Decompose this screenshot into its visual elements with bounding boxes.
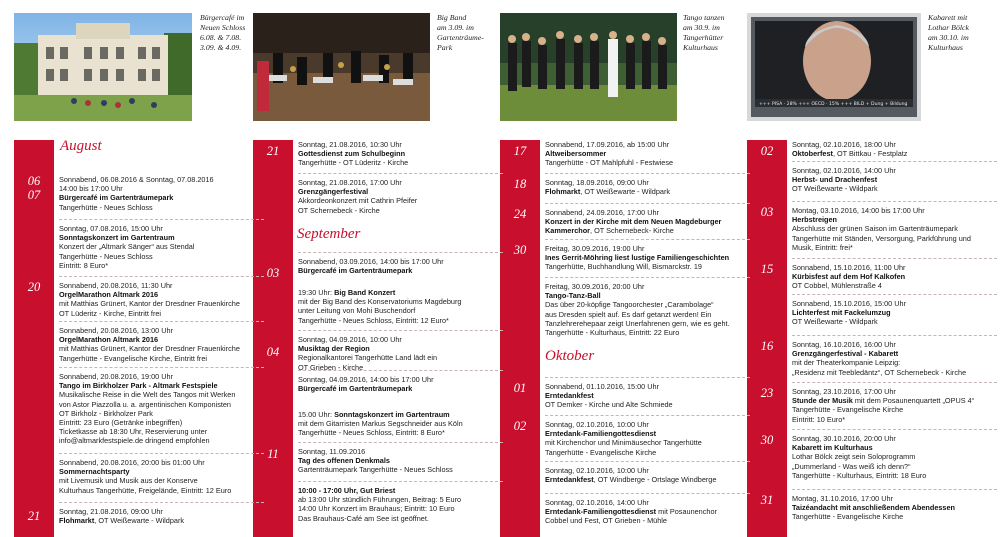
event-title: Bürgercafé im Gartenträumepark (298, 384, 413, 394)
day-number: 30 (513, 243, 527, 257)
event-detail: OT Birkholz - Birkholzer Park (59, 408, 153, 418)
day-number: 11 (267, 447, 279, 461)
event-entry (298, 140, 503, 168)
event-divider (545, 277, 750, 278)
event-entry (298, 375, 503, 393)
event-detail: mit Livemusik und Musik aus der Konserve (59, 476, 198, 486)
event-title: Erntedank-Familiengottesdienst (545, 429, 657, 439)
event-entry (792, 340, 997, 377)
event-entry (545, 244, 750, 272)
event-detail: Abschluss der grünen Saison im Gartenträumepark (792, 224, 958, 234)
day-number: 17 (513, 144, 527, 158)
event-title-line (545, 187, 750, 196)
event-title-line (545, 429, 750, 438)
event-date: Freitag, 30.09.2016, 20:00 Uhr (545, 282, 645, 291)
event-entry (59, 175, 264, 212)
event-entry (545, 382, 750, 410)
day-number: 30 (760, 433, 774, 447)
event-detail: Tangerhütte - Neues Schloss, Eintritt: 12 Euro* (298, 315, 449, 325)
event-location: , OT Weißewarte - Wildpark (580, 187, 671, 197)
event-title: Erntedank-Familiengottesdienst (545, 507, 657, 517)
event-title: Bürgercafé im Gartenträumepark (59, 193, 174, 203)
event-date: Sonntag, 02.10.2016, 14:00 Uhr (792, 166, 896, 175)
event-date: Sonntag, 07.08.2016, 15:00 Uhr (59, 224, 163, 233)
event-entry (298, 486, 503, 523)
event-date: 14:00 bis 17:00 Uhr (59, 184, 123, 194)
event-detail: Tangerhütte - Neues Schloss (59, 251, 153, 261)
event-detail: Musik, Eintritt: frei* (792, 242, 853, 252)
event-divider (298, 442, 503, 443)
event-divider (59, 502, 264, 503)
event-title: Flohmarkt (545, 187, 581, 197)
event-entry (545, 466, 750, 484)
event-detail: OT Weißewarte - Wildpark (792, 317, 878, 327)
event-detail: Akkordeonkonzert mit Cathrin Pfeifer (298, 196, 418, 206)
event-date: Freitag, 30.09.2016, 19:00 Uhr (545, 244, 645, 253)
event-title: Tango-Tanz-Ball (545, 291, 601, 301)
event-title-line (545, 149, 750, 158)
event-divider (792, 335, 997, 336)
event-date: Sonntag, 18.09.2016, 09:00 Uhr (545, 178, 649, 187)
event-detail: mit Matthias Grünert, Kantor der Dresdner Frauenkirche (59, 344, 240, 354)
event-title: Oktoberfest (792, 149, 833, 159)
event-title-line (545, 253, 750, 262)
event-title: 10:00 - 17:00 Uhr, Gut Briest (298, 486, 396, 495)
event-divider (298, 330, 503, 331)
day-number: 21 (27, 509, 41, 523)
event-title-line (59, 233, 264, 242)
event-detail: Konzert der „Altmark Sänger“ aus Stendal (59, 242, 195, 252)
event-location: , OT Schernebeck- Kirche (590, 226, 674, 236)
event-entry (792, 299, 997, 327)
event-entry (545, 498, 750, 526)
event-divider (545, 239, 750, 240)
event-divider (545, 415, 750, 416)
event-title: Taizéandacht mit anschließendem Abendessen (792, 503, 956, 513)
event-divider (545, 461, 750, 462)
event-title: Grenzgängerfestival - Kabarett (792, 349, 899, 359)
event-detail: OT Lüderitz - Kirche, Eintritt frei (59, 308, 162, 318)
event-title-line (792, 349, 997, 358)
event-date: Sonnabend, 24.09.2016, 17:00 Uhr (545, 208, 660, 217)
event-date: Sonnabend, 06.08.2016 & Sonntag, 07.08.2016 (59, 175, 214, 184)
event-date: Sonntag, 02.10.2016, 14:00 Uhr (545, 498, 649, 507)
day-number: 31 (760, 493, 774, 507)
event-divider (792, 258, 997, 259)
event-date: Sonnabend, 01.10.2016, 15:00 Uhr (545, 382, 660, 391)
event-detail: Gartenträumepark Tangerhütte - Neues Schloss (298, 465, 453, 475)
event-date: Sonntag, 02.10.2016, 18:00 Uhr (792, 140, 896, 149)
event-location: mit dem Posaunenquartett „OPUS 4“ (852, 396, 975, 406)
event-divider (792, 201, 997, 202)
event-location: mit Posaunenchor (656, 507, 717, 517)
tv-ticker-text: +++ PISA · 28% +++ OECD · 15% +++ BILD + Dung + Bildung (759, 102, 908, 107)
event-title-line (59, 516, 264, 525)
event-detail: Tangerhütte - OT Lüderitz - Kirche (298, 158, 409, 168)
event-location: , OT Windberge - Ortslage Windberge (593, 475, 717, 485)
event-date: Sonnabend, 03.09.2016, 14:00 bis 17:00 Uhr (298, 257, 444, 266)
event-date: Sonntag, 02.10.2016, 10:00 Uhr (545, 466, 649, 475)
event-title: Kammerchor (545, 226, 591, 236)
event-date: Sonntag, 21.08.2016, 10:30 Uhr (298, 140, 402, 149)
event-divider (298, 252, 503, 253)
event-entry (792, 263, 997, 291)
event-entry (59, 224, 264, 270)
event-entry (59, 326, 264, 363)
event-title: Sommernachtsparty (59, 467, 130, 477)
caption-big-band: Big Band am 3.09. im Gartenträume- Park (437, 13, 484, 52)
event-detail: Tangerhütte - Evangelische Kirche (792, 512, 904, 522)
event-detail: Das über 20-köpfige Tangoorchester „Carambolage“ (545, 300, 714, 310)
event-date: Sonntag, 04.09.2016, 14:00 bis 17:00 Uhr (298, 375, 434, 384)
event-detail: mit der Theaterkompanie Leipzig: (792, 358, 901, 368)
event-title-line (59, 381, 264, 390)
event-divider (545, 203, 750, 204)
event-detail: Eintritt: 23 Euro (Getränke inbegriffen) (59, 418, 183, 428)
day-number: 03 (760, 205, 774, 219)
event-title: Tag des offenen Denkmals (298, 456, 390, 466)
event-title-line (298, 149, 503, 158)
event-divider (298, 173, 503, 174)
event-title-line (298, 344, 503, 353)
event-detail: Tangerhütte - Neues Schloss, Eintritt: 8 Euro* (298, 428, 445, 438)
event-detail: Tangerhütte - Kulturhaus, Eintritt: 22 Euro (545, 328, 680, 338)
event-title-line (59, 335, 264, 344)
month-heading-september: September (297, 226, 361, 242)
event-location: , OT Weißewarte - Wildpark (94, 516, 185, 526)
event-detail: Kulturhaus Tangerhütte, Freigelände, Eintritt: 12 Euro (59, 485, 232, 495)
event-title: Tango im Birkholzer Park - Altmark Festspiele (59, 381, 218, 391)
event-divider (298, 481, 503, 482)
event-detail: mit Kirchenchor und Minimäusechor Tangerhütte (545, 438, 702, 448)
event-title-line (298, 187, 503, 196)
date-strip-col3 (500, 140, 540, 537)
event-title-line (792, 443, 997, 452)
event-detail: Das Brauhaus-Café am See ist geöffnet. (298, 513, 429, 523)
event-detail: OT Weißewarte - Wildpark (792, 184, 878, 194)
event-detail: mit Matthias Grünert, Kantor der Dresdner Frauenkirche (59, 299, 240, 309)
day-number: 01 (513, 381, 527, 395)
event-title: Ines Gerrit-Möhring liest lustige Familiengeschichten (545, 253, 730, 263)
event-title-line (298, 486, 503, 495)
event-title: Stunde der Musik (792, 396, 853, 406)
event-entry (298, 410, 503, 438)
day-number: 03 (266, 266, 280, 280)
month-heading-oktober: Oktober (545, 348, 595, 364)
event-detail: Tangerhütte - Evangelische Kirche (792, 405, 904, 415)
event-title: Sonntagskonzert im Gartentraum (334, 410, 450, 419)
event-title-line (545, 226, 750, 235)
day-number: 07 (27, 188, 41, 202)
event-title: OrgelMarathon Altmark 2016 (59, 335, 159, 345)
event-date: Sonntag, 16.10.2016, 16:00 Uhr (792, 340, 896, 349)
event-entry (298, 447, 503, 475)
event-detail: „Residenz mit Teebledäntz“, OT Schernebeck - Kirche (792, 367, 967, 377)
event-date: Sonnabend, 15.10.2016, 11:00 Uhr (792, 263, 906, 272)
event-entry (59, 458, 264, 495)
event-date: 15.00 Uhr: Sonntagskonzert im Gartentraum (298, 410, 450, 419)
event-title-line (792, 149, 997, 158)
day-number: 04 (266, 345, 280, 359)
event-date: Sonntag, 23.10.2016, 17:00 Uhr (792, 387, 896, 396)
day-number: 16 (760, 339, 774, 353)
event-detail: von Astor Piazzolla u. a. argentinischen Komponisten (59, 399, 231, 409)
day-number: 18 (513, 177, 527, 191)
event-title-line (298, 266, 503, 275)
event-entry (792, 434, 997, 480)
event-title: Altweibersommer (545, 149, 607, 159)
event-date: Sonntag, 21.08.2016, 09:00 Uhr (59, 507, 163, 516)
event-title: Flohmarkt (59, 516, 95, 526)
photo-kabarett-lothar-boelck (747, 13, 921, 121)
event-entry (792, 140, 997, 158)
event-title: Musiktag der Region (298, 344, 370, 354)
event-title-line (545, 507, 750, 516)
event-detail: Tangerhütte - OT Mahlpfuhl - Festwiese (545, 158, 674, 168)
event-title-line (545, 291, 750, 300)
event-detail: Eintritt: 10 Euro* (792, 414, 846, 424)
event-title-line (792, 215, 997, 224)
event-divider (59, 321, 264, 322)
day-number: 02 (513, 419, 527, 433)
event-detail: Tangerhütte, Buchhandlung Will, Bismarckstr. 19 (545, 262, 702, 272)
event-title-line (545, 391, 750, 400)
event-title: Konzert in der Kirche mit dem Neuen Magdeburger (545, 217, 722, 227)
event-entry (792, 387, 997, 424)
event-divider (792, 294, 997, 295)
day-number: 21 (266, 144, 280, 158)
event-divider (545, 173, 750, 174)
event-detail: Eintritt: 8 Euro* (59, 260, 109, 270)
event-title-line (792, 175, 997, 184)
event-detail: OT Grieben - Kirche (298, 362, 364, 372)
event-entry (298, 178, 503, 215)
event-divider (59, 453, 264, 454)
day-number: 15 (760, 262, 774, 276)
event-detail: OT Cobbel, Mühlenstraße 4 (792, 281, 882, 291)
event-title: Sonntagskonzert im Gartentraum (59, 233, 175, 243)
day-number: 23 (760, 386, 774, 400)
event-entry (59, 281, 264, 318)
event-date: Sonnabend, 17.09.2016, ab 15:00 Uhr (545, 140, 670, 149)
event-entry (545, 140, 750, 168)
event-title: Big Band Konzert (334, 288, 396, 297)
event-entry (298, 335, 503, 372)
event-divider (545, 377, 750, 378)
event-date: Sonntag, 21.08.2016, 17:00 Uhr (298, 178, 402, 187)
event-title: Erntedankfest (545, 391, 594, 401)
event-title: Kabarett im Kulturhaus (792, 443, 873, 453)
event-detail: info@altmarkfestspiele.de dringend empfohlen (59, 436, 210, 446)
event-entry (59, 372, 264, 446)
event-entry (545, 282, 750, 337)
event-date: Sonnabend, 15.10.2016, 15:00 Uhr (792, 299, 907, 308)
event-detail: ab 13:00 Uhr stündlich Führungen, Beitrag: 5 Euro (298, 495, 462, 505)
event-divider (59, 219, 264, 220)
event-detail: OT Demker - Kirche und Alte Schmiede (545, 400, 673, 410)
event-title-line (298, 456, 503, 465)
event-date: 19:30 Uhr: Big Band Konzert (298, 288, 396, 297)
event-title: Herbst- und Drachenfest (792, 175, 878, 185)
event-title: OrgelMarathon Altmark 2016 (59, 290, 159, 300)
day-number: 06 (27, 174, 41, 188)
event-detail: Tangerhütte - Kulturhaus, Eintritt: 18 Euro (792, 470, 927, 480)
event-title-line (792, 272, 997, 281)
month-heading-august: August (60, 138, 102, 154)
event-detail: Tangerhütte - Evangelische Kirche (545, 447, 657, 457)
event-title-line (298, 384, 503, 393)
day-number: 02 (760, 144, 774, 158)
event-divider (59, 276, 264, 277)
event-detail: Ticketkasse ab 18:30 Uhr, Reservierung unter (59, 427, 208, 437)
event-detail: Tanzlehrerehepaar zeigt Unerfahrenen gern, wie es geht. (545, 318, 730, 328)
event-entry (792, 206, 997, 252)
event-detail: Cobbel und Fest, OT Grieben - Mühle (545, 516, 667, 526)
photo-tango (500, 13, 677, 121)
caption-buergercafe: Bürgercafé im Neuen Schloss 6.08. & 7.08. 3.09. & 4.09. (200, 13, 246, 52)
event-date: Sonnabend, 20.08.2016, 19:00 Uhr (59, 372, 174, 381)
event-date: Montag, 31.10.2016, 17:00 Uhr (792, 494, 894, 503)
event-detail: mit der Big Band des Konservatoriums Magdeburg (298, 297, 462, 307)
event-detail: Lothar Bölck zeigt sein Soloprogramm (792, 452, 916, 462)
event-divider (792, 161, 997, 162)
event-entry (298, 257, 503, 275)
event-detail: Tangerhütte - Neues Schloss (59, 202, 153, 212)
event-detail: OT Schernebeck - Kirche (298, 205, 380, 215)
event-title: Gottesdienst zum Schulbeginn (298, 149, 406, 159)
event-title-line (545, 475, 750, 484)
event-title-line (792, 503, 997, 512)
event-entry (545, 208, 750, 236)
event-title: Lichterfest mit Fackelumzug (792, 308, 891, 318)
event-title: Bürgercafé im Gartenträumepark (298, 266, 413, 276)
event-title: Kürbisfest auf dem Hof Kalkofen (792, 272, 906, 282)
event-detail: Musikalische Reise in die Welt des Tangos mit Werken (59, 390, 236, 400)
event-title-line (792, 308, 997, 317)
event-date: Sonntag, 11.09.2016 (298, 447, 366, 456)
event-entry (792, 166, 997, 194)
event-entry (792, 494, 997, 522)
event-title: Erntedankfest (545, 475, 594, 485)
event-date: Sonntag, 02.10.2016, 10:00 Uhr (545, 420, 649, 429)
event-date: Sonntag, 30.10.2016, 20:00 Uhr (792, 434, 896, 443)
photo-buergercafe-schloss (14, 13, 192, 121)
event-divider (792, 429, 997, 430)
event-date: Sonnabend, 20.08.2016, 11:30 Uhr (59, 281, 173, 290)
event-detail: unter Leitung von Mohi Buschendorf (298, 306, 416, 316)
event-entry (298, 288, 503, 325)
photo-big-band (253, 13, 430, 121)
event-title-line (792, 396, 997, 405)
event-detail: Regionalkantorei Tangerhütte Land lädt ein (298, 353, 438, 363)
event-date: Sonnabend, 20.08.2016, 20:00 bis 01:00 Uhr (59, 458, 205, 467)
day-number: 24 (513, 207, 527, 221)
event-title: Herbstreigen (792, 215, 838, 225)
event-date: Sonnabend, 20.08.2016, 13:00 Uhr (59, 326, 174, 335)
event-title-line (545, 217, 750, 226)
event-title-line (59, 290, 264, 299)
event-detail: 14:00 Uhr Konzert im Brauhaus; Eintritt: 10 Euro (298, 504, 455, 514)
event-detail: mit dem Gitarristen Markus Segschneider aus Köln (298, 419, 463, 429)
caption-tango: Tango tanzen am 30.9. im Tangerhütter Kulturhaus (683, 13, 725, 52)
event-divider (792, 489, 997, 490)
event-entry (545, 420, 750, 457)
event-detail: Tangerhütte - Evangelische Kirche, Eintritt frei (59, 353, 208, 363)
event-title: Grenzgängerfestival (298, 187, 369, 197)
event-entry (545, 178, 750, 196)
event-date: Montag, 03.10.2016, 14:00 bis 17:00 Uhr (792, 206, 925, 215)
event-detail: „Dummerland - Was weiß ich denn?“ (792, 461, 911, 471)
event-date: Sonntag, 04.09.2016, 10:00 Uhr (298, 335, 402, 344)
day-number: 20 (27, 280, 41, 294)
event-detail: aus Dresden spielt auf. Es darf getanzt werden! Ein (545, 309, 712, 319)
event-location: , OT Bittkau - Festplatz (832, 149, 908, 159)
event-title-line (59, 193, 264, 202)
event-divider (792, 382, 997, 383)
event-title-line (59, 467, 264, 476)
event-detail: Tangerhütte mit Ständen, Versorgung, Parkführung und (792, 233, 971, 243)
caption-kabarett: Kabarett mit Lothar Bölck am 30.10. im Kulturhaus (928, 13, 969, 52)
event-divider (545, 493, 750, 494)
event-divider (59, 367, 264, 368)
event-entry (59, 507, 264, 525)
